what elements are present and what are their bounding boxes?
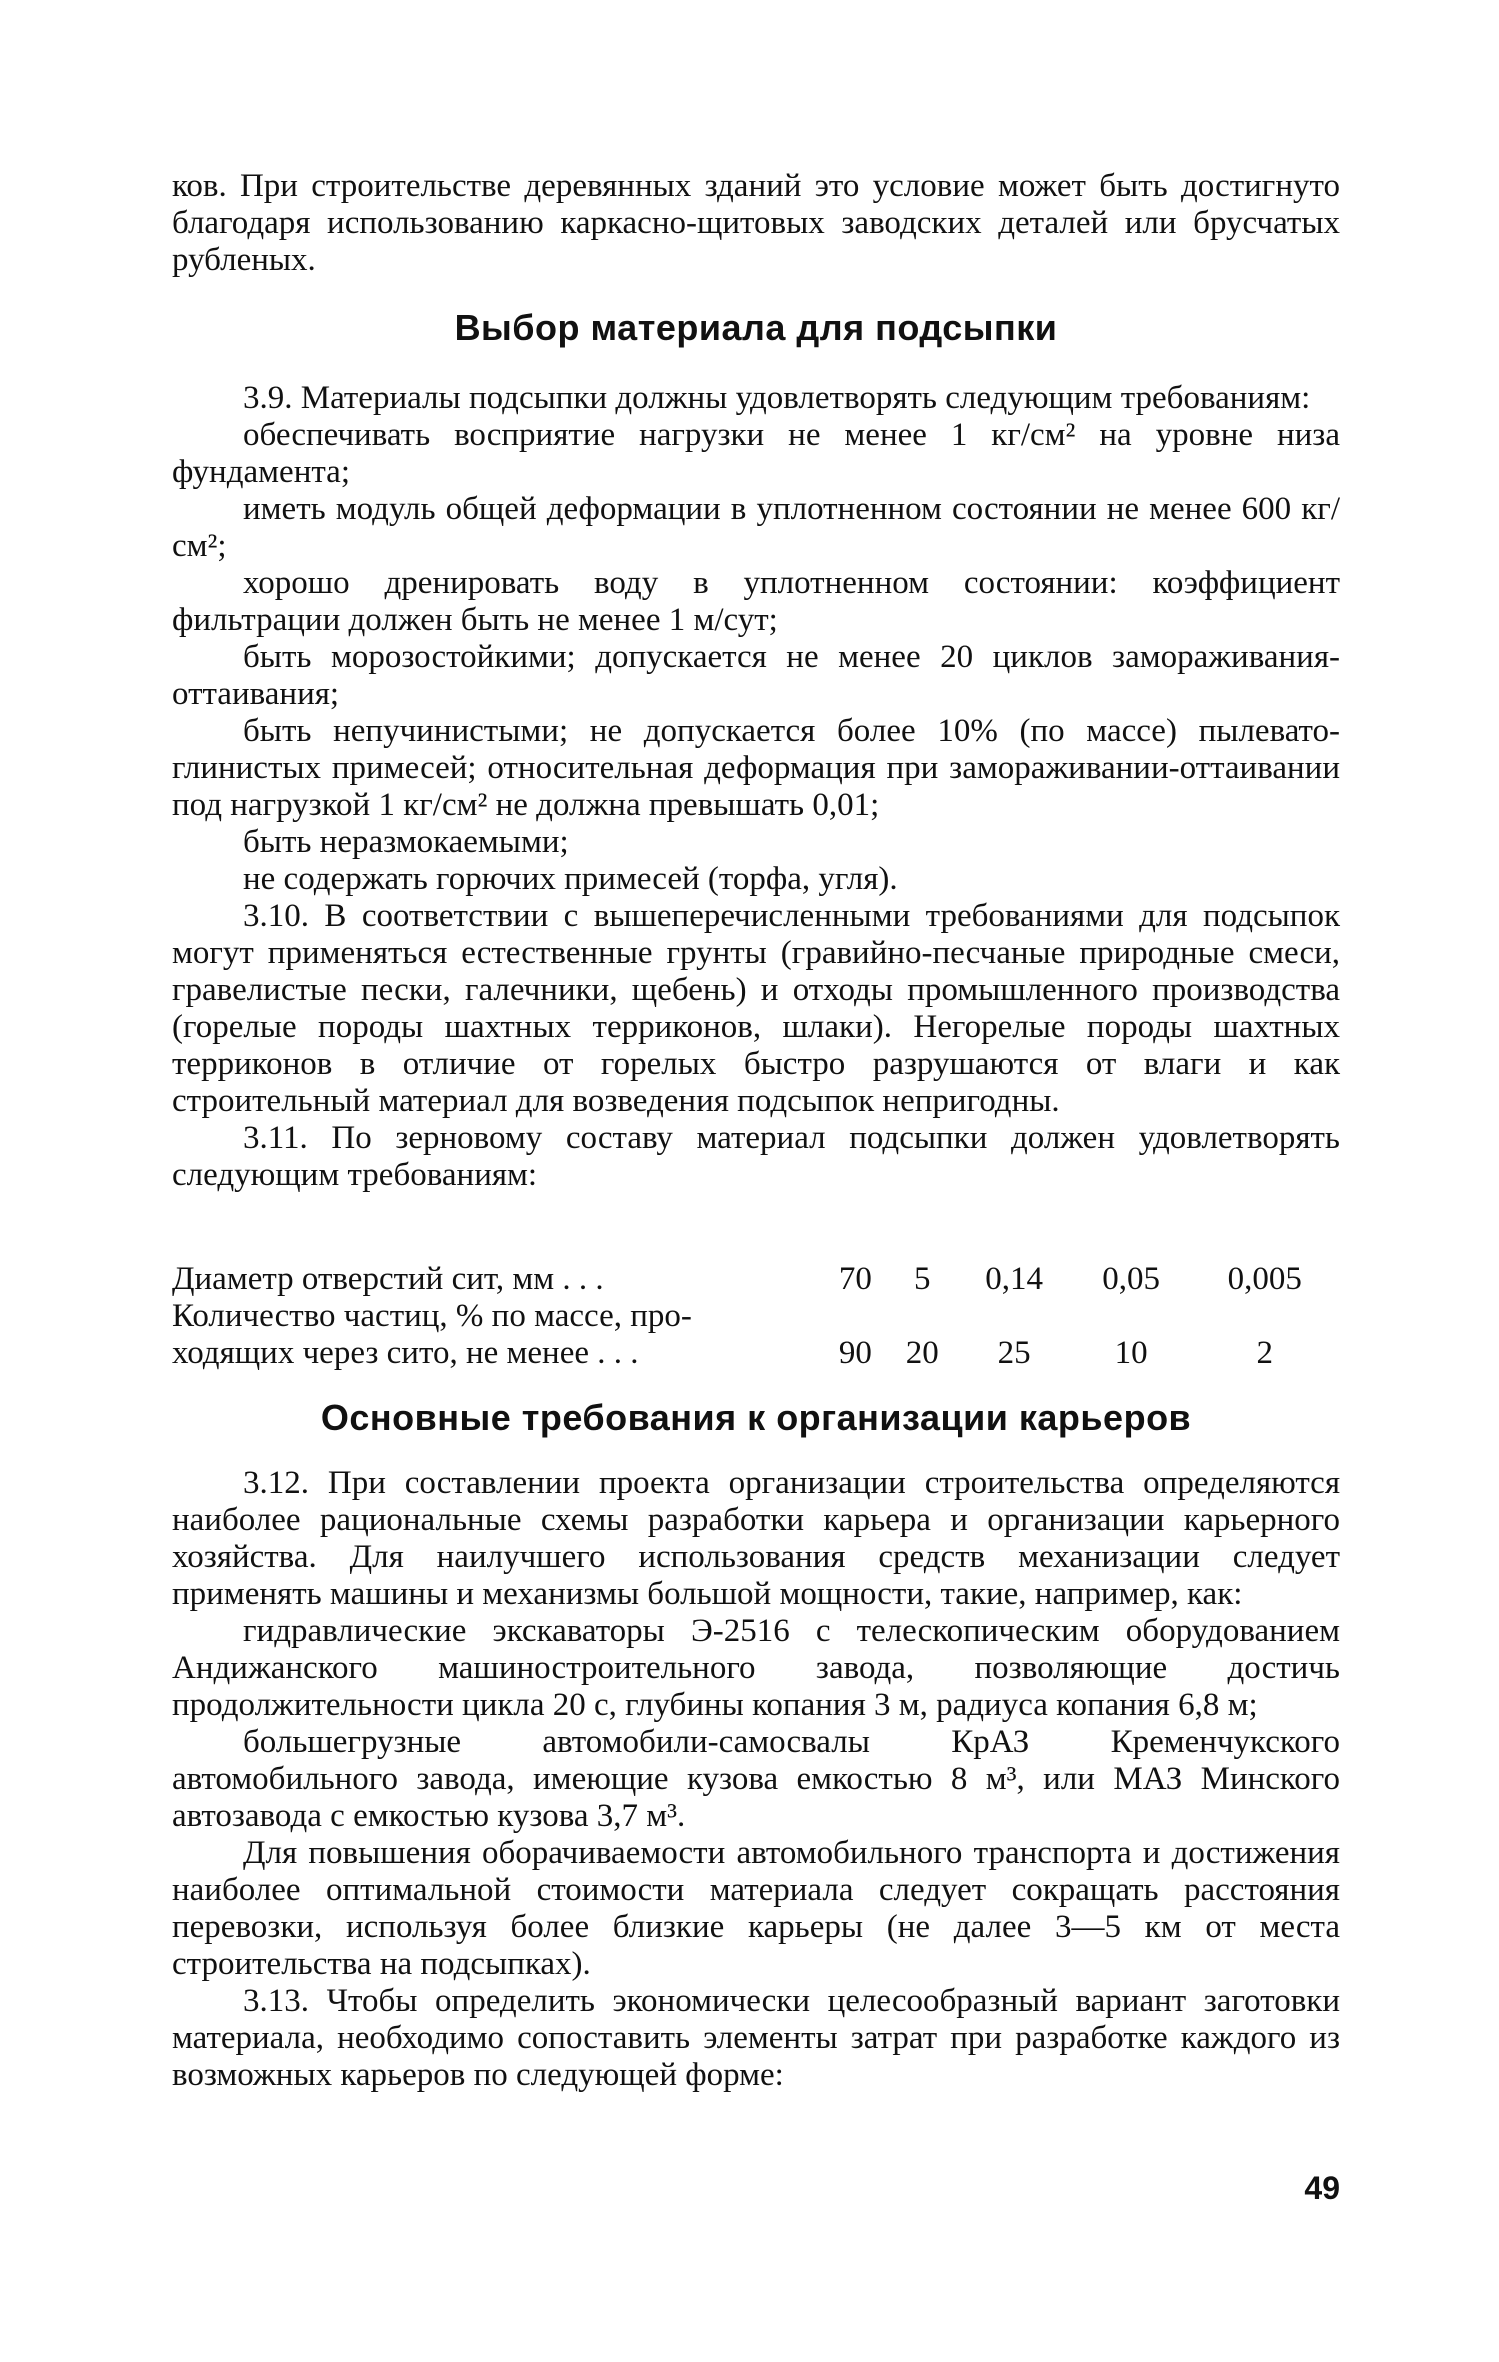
paragraph: 3.12. При составлении проекта организации строительства определяются наиболее рациональные схемы разработки карьера и организации карьерного хозяйства. Для наилучшего использования средств механизации следует применять машины и механизмы большой мощности, такие, например, как: <box>172 1465 1340 1612</box>
row-label <box>172 1298 822 1372</box>
paragraph: обеспечивать восприятие нагрузки не менее 1 кг/см² на уровне низа фундамента; <box>172 417 1340 490</box>
table-cell: 0,14 <box>985 1261 1043 1297</box>
heading: Выбор материала для подсыпки <box>454 307 1058 348</box>
table-row <box>172 1261 1340 1298</box>
paragraph: быть морозостойкими; допускается не менее 20 циклов замораживания-оттаивания; <box>172 639 1340 712</box>
section-heading-quarries <box>172 1398 1340 1438</box>
row-label-line: ходящих через сито, не менее . . . <box>172 1335 639 1371</box>
heading: Основные требования к организации карьеров <box>320 1397 1192 1438</box>
intro-paragraph <box>172 168 1340 279</box>
table-cell: 0,05 <box>1102 1261 1160 1297</box>
sieve-table <box>172 1261 1340 1372</box>
table-cell: 0,005 <box>1227 1261 1302 1297</box>
paragraph: большегрузные автомобили-самосвалы КрАЗ Кременчукского автомобильного завода, имеющие кузова емкостью 8 м³, или МАЗ Минского автозавода с емкостью кузова 3,7 м³. <box>172 1724 1340 1834</box>
paragraph: Для повышения оборачиваемости автомобильного транспорта и достижения наиболее оптимальной стоимости материала следует сокращать расстояния перевозки, используя более близкие карьеры (не далее 3—5 км от места строительства на подсыпках). <box>172 1835 1340 1982</box>
paragraph: иметь модуль общей деформации в уплотненном состоянии не менее 600 кг/см²; <box>172 491 1340 564</box>
paragraph: 3.11. По зерновому составу материал подсыпки должен удовлетворять следующим требованиям: <box>172 1120 1340 1193</box>
paragraph: ков. При строительстве деревянных зданий это условие может быть достигнуто благодаря использованию каркасно-щитовых заводских деталей или брусчатых рубленых. <box>172 168 1340 278</box>
paragraph: гидравлические экскаваторы Э-2516 с телескопическим оборудованием Андижанского машиностроительного завода, позволяющие достичь продолжительности цикла 20 с, глубины копания 3 м, радиуса копания 6,8 м; <box>172 1613 1340 1723</box>
section-material-body <box>172 380 1340 1194</box>
row-label-line: Количество частиц, % по массе, про- <box>172 1298 692 1334</box>
table-cell: 5 <box>913 1261 931 1297</box>
table-cell: 70 <box>838 1261 872 1297</box>
table-cell: 20 <box>905 1335 939 1371</box>
paragraph: быть непучинистыми; не допускается более 10% (по массе) пылевато-глинистых примесей; относительная деформация при замораживании-оттаивании под нагрузкой 1 кг/см² не должна превышать 0,01; <box>172 713 1340 823</box>
table-row <box>172 1298 1340 1372</box>
paragraph: быть неразмокаемыми; <box>243 824 569 860</box>
paragraph: не содержать горючих примесей (торфа, угля). <box>243 861 898 897</box>
paragraph: 3.10. В соответствии с вышеперечисленными требованиями для подсыпок могут применяться естественные грунты (гравийно-песчаные природные смеси, гравелистые пески, галечники, щебень) и отходы промышленного производства (горелые породы шахтных терриконов, шлаки). Негорелые породы шахтных терриконов в отличие от горелых быстро разрушаются от влаги и как строительный материал для возведения подсыпок непригодны. <box>172 898 1340 1119</box>
paragraph: 3.9. Материалы подсыпки должны удовлетворять следующим требованиям: <box>243 380 1311 416</box>
table-cell: 2 <box>1256 1335 1274 1371</box>
section-quarries-body <box>172 1465 1340 2094</box>
table-cell: 25 <box>997 1335 1031 1371</box>
paragraph: 3.13. Чтобы определить экономически целесообразный вариант заготовки материала, необходимо сопоставить элементы затрат при разработке каждого из возможных карьеров по следующей форме: <box>172 1983 1340 2093</box>
page-number: 49 <box>1304 2170 1340 2206</box>
paragraph: хорошо дренировать воду в уплотненном состоянии: коэффициент фильтрации должен быть не менее 1 м/сут; <box>172 565 1340 638</box>
table-cell: 10 <box>1114 1335 1148 1371</box>
section-heading-material <box>172 308 1340 348</box>
row-label: Диаметр отверстий сит, мм . . . <box>172 1261 604 1297</box>
table-cell: 90 <box>838 1335 872 1371</box>
